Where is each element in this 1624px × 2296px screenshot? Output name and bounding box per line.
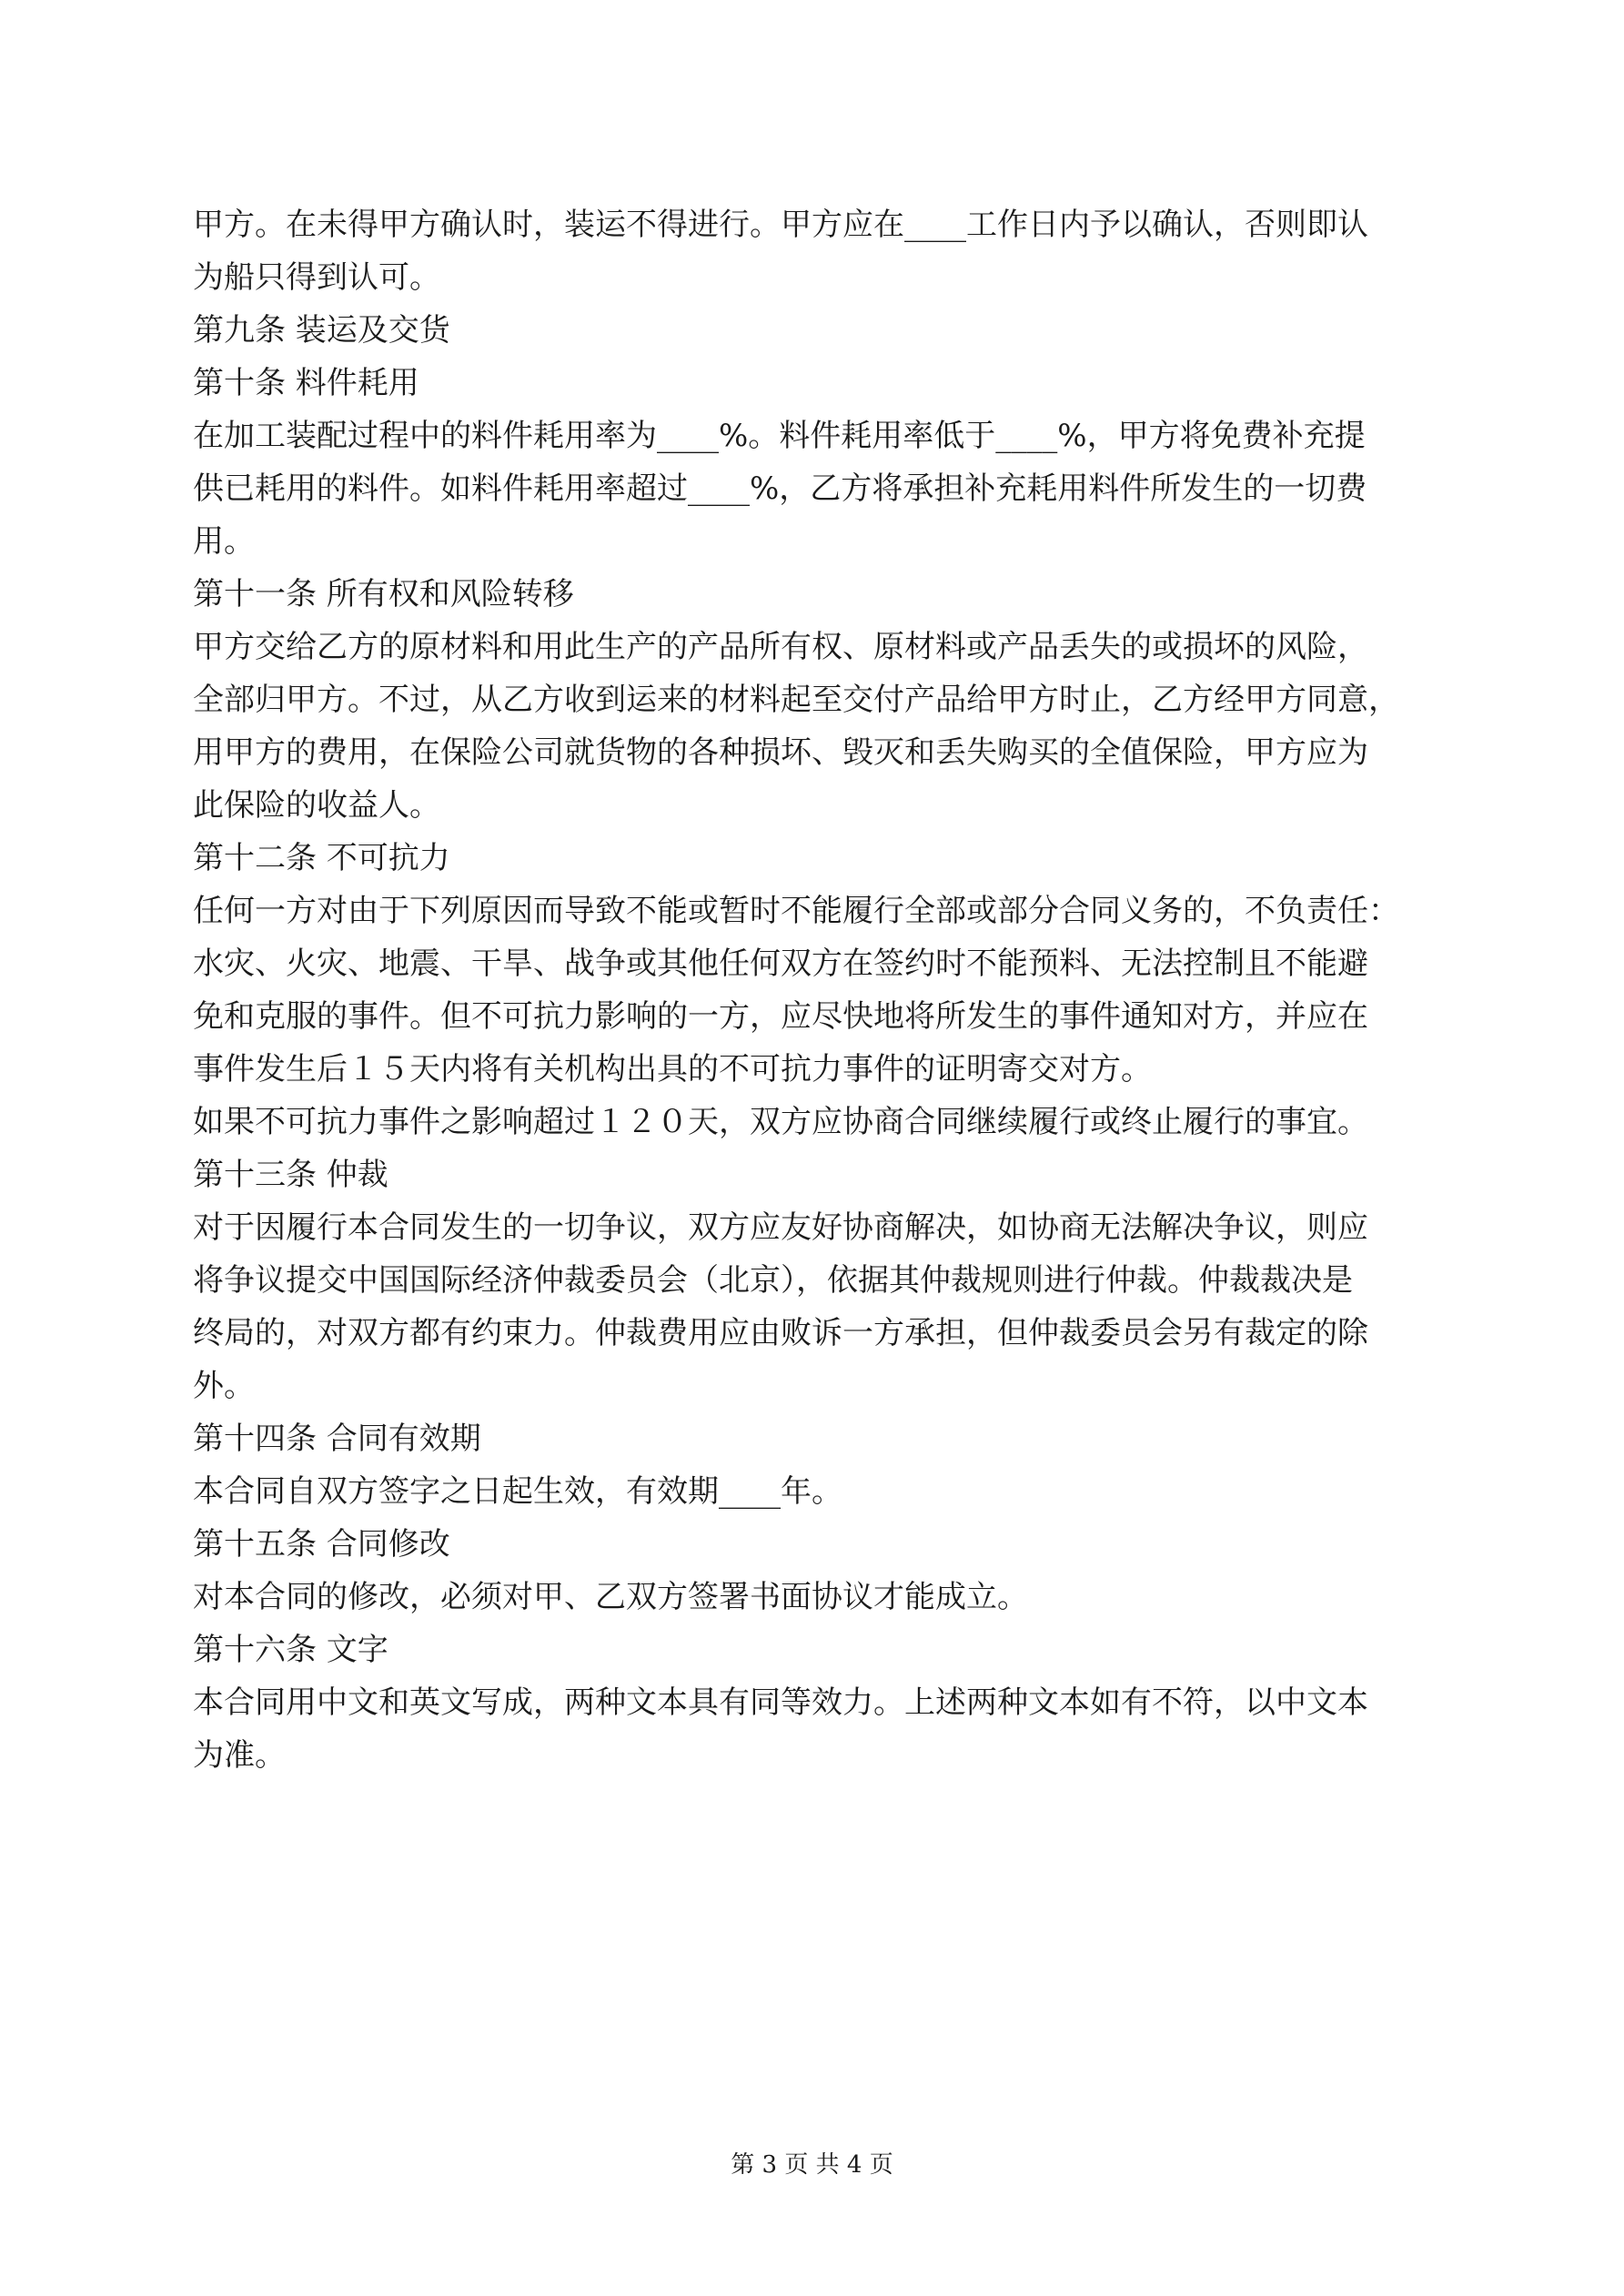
article-heading: 第十四条 合同有效期	[193, 1421, 481, 1457]
body-line: 对本合同的修改，必须对甲、乙双方签署书面协议才能成立。	[193, 1579, 1028, 1615]
body-line: 用。	[193, 523, 255, 560]
article-heading: 第十三条 仲裁	[193, 1157, 388, 1193]
body-line: 全部归甲方。不过，从乙方收到运来的材料起至交付产品给甲方时止，乙方经甲方同意，	[193, 682, 1399, 718]
body-line: 将争议提交中国国际经济仲裁委员会（北京），依据其仲裁规则进行仲裁。仲裁裁决是	[193, 1262, 1353, 1299]
document-body	[193, 198, 1437, 1782]
article-heading: 第九条 装运及交货	[193, 312, 450, 349]
body-line: 任何一方对由于下列原因而导致不能或暂时不能履行全部或部分合同义务的，不负责任：	[193, 893, 1399, 929]
body-line: 供已耗用的料件。如料件耗用率超过____%，乙方将承担补充耗用料件所发生的一切费	[193, 470, 1367, 507]
body-line: 终局的，对双方都有约束力。仲裁费用应由败诉一方承担，但仲裁委员会另有裁定的除	[193, 1315, 1368, 1351]
body-line: 事件发生后１５天内将有关机构出具的不可抗力事件的证明寄交对方。	[193, 1051, 1152, 1087]
article-heading: 第十二条 不可抗力	[193, 840, 450, 876]
body-line: 在加工装配过程中的料件耗用率为____%。料件耗用率低于____%，甲方将免费补充提	[193, 418, 1366, 454]
body-line: 甲方交给乙方的原材料和用此生产的产品所有权、原材料或产品丢失的或损坏的风险，	[193, 629, 1368, 665]
body-line: 如果不可抗力事件之影响超过１２０天，双方应协商合同继续履行或终止履行的事宜。	[193, 1104, 1368, 1140]
body-line: 甲方。在未得甲方确认时，装运不得进行。甲方应在____工作日内予以确认，否则即认	[193, 207, 1368, 243]
body-line: 用甲方的费用，在保险公司就货物的各种损坏、毁灭和丢失购买的全值保险，甲方应为	[193, 734, 1368, 771]
article-heading: 第十六条 文字	[193, 1632, 388, 1668]
body-line: 为船只得到认可。	[193, 259, 440, 296]
body-line: 本合同自双方签字之日起生效，有效期____年。	[193, 1473, 842, 1510]
body-line: 此保险的收益人。	[193, 787, 440, 824]
body-line: 免和克服的事件。但不可抗力影响的一方，应尽快地将所发生的事件通知对方，并应在	[193, 998, 1368, 1035]
body-line: 水灾、火灾、地震、干旱、战争或其他任何双方在签约时不能预料、无法控制且不能避	[193, 946, 1368, 982]
article-heading: 第十条 料件耗用	[193, 365, 419, 401]
article-heading: 第十一条 所有权和风险转移	[193, 576, 574, 612]
body-line: 对于因履行本合同发生的一切争议，双方应友好协商解决，如协商无法解决争议，则应	[193, 1209, 1368, 1246]
article-heading: 第十五条 合同修改	[193, 1526, 450, 1563]
body-line: 本合同用中文和英文写成，两种文本具有同等效力。上述两种文本如有不符，以中文本	[193, 1684, 1368, 1721]
body-line: 外。	[193, 1368, 255, 1404]
body-line: 为准。	[193, 1737, 286, 1774]
page-number-footer: 第 3 页 共 4 页	[731, 2151, 893, 2179]
